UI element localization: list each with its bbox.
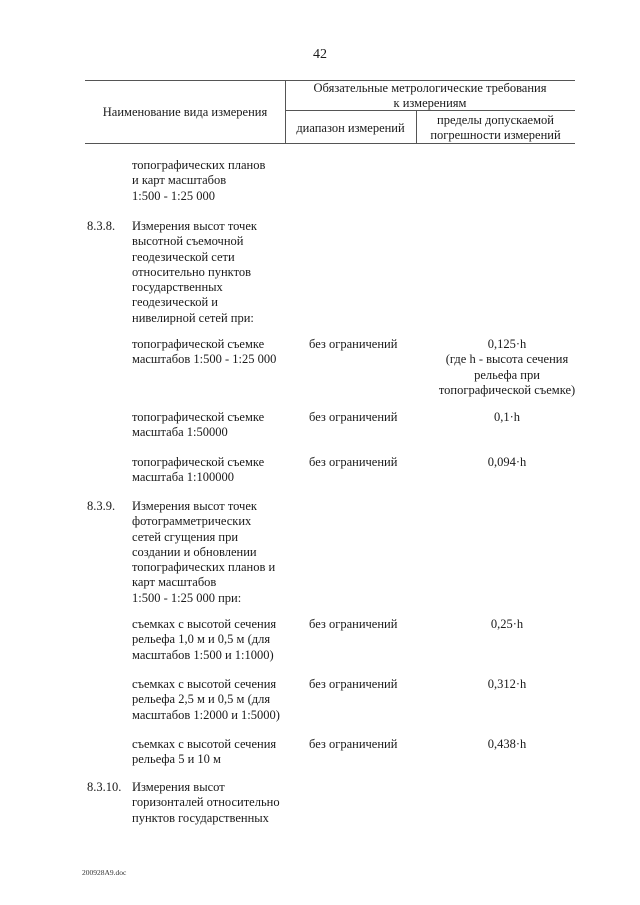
header-range: диапазон измерений [296,121,405,135]
measurement-name-line: Измерения высот точек [132,219,257,233]
header-group-line: к измерениям [393,96,467,110]
header-limits [416,113,575,143]
measurement-range: без ограничений [309,617,398,631]
error-limit [417,337,597,398]
measurement-name [132,158,302,204]
header-limits-line: погрешности измерений [430,128,561,142]
measurement-name-line: карт масштабов [132,575,217,590]
measurement-name-line: пунктов государственных [132,810,269,825]
error-limit [417,737,597,752]
measurement-name-line: масштабов 1:2000 и 1:5000) [132,707,280,722]
error-limit [417,617,597,632]
measurement-name-line: топографической съемке [132,455,265,469]
error-limit [417,455,597,470]
measurement-name-line: масштабов 1:500 и 1:1000) [132,647,274,662]
measurement-name-line: Измерения высот точек [132,499,257,513]
measurement-range: без ограничений [309,677,398,691]
measurement-name [132,499,302,606]
row-number: 8.3.10. [87,780,122,794]
measurement-name-line: масштабов 1:500 - 1:25 000 [132,352,277,367]
page-number: 42 [313,47,327,62]
measurement-name-line: и карт масштабов [132,173,227,188]
measurement-name-line: геодезической сети [132,249,235,264]
error-limit [417,410,597,425]
measurement-name-line: относительно пунктов [132,264,252,279]
measurement-name [132,617,302,663]
error-limit-line: 0,438·h [487,737,527,751]
header-measurement-name: Наименование вида измерения [102,105,268,119]
measurement-range: без ограничений [309,337,398,351]
measurement-name [132,677,302,723]
measurement-range: без ограничений [309,410,398,424]
measurement-range: без ограничений [309,455,398,469]
measurement-name-line: съемках с высотой сечения [132,737,277,751]
error-limit-line: 0,312·h [487,677,527,691]
measurement-name-line: съемках с высотой сечения [132,617,277,631]
table-header [85,80,575,144]
row-number: 8.3.9. [87,499,116,513]
measurement-name-line: топографической съемке [132,410,265,424]
measurement-range: без ограничений [309,737,398,751]
error-limit [417,677,597,692]
measurement-name-line: сетей сгущения при [132,529,239,544]
measurement-name-line: топографических планов и [132,560,276,575]
error-limit-line: 0,25·h [490,617,524,631]
error-limit-line: топографической съемке) [438,382,576,397]
error-limit-line: (где h - высота сечения [445,352,569,367]
error-limit-line: 0,125·h [487,337,527,351]
measurement-name-line: 1:500 - 1:25 000 при: [132,590,242,605]
measurement-name-line: масштаба 1:50000 [132,425,228,440]
error-limit-line: 0,1·h [493,410,521,424]
measurement-name-line: рельефа 5 и 10 м [132,752,221,767]
measurement-name-line: топографических планов [132,158,266,172]
measurement-name-line: масштаба 1:100000 [132,470,234,485]
measurement-name [132,337,302,368]
measurement-name-line: съемках с высотой сечения [132,677,277,691]
measurement-name-line: нивелирной сетей при: [132,310,254,325]
measurement-name [132,410,302,441]
measurement-name-line: Измерения высот [132,780,225,794]
header-requirements-group [285,81,575,111]
measurement-name-line: топографической съемке [132,337,265,351]
measurement-name-line: государственных [132,280,223,295]
header-group-line: Обязательные метрологические требования [313,81,547,95]
measurement-name [132,455,302,486]
row-number: 8.3.8. [87,219,116,233]
measurement-name [132,737,302,768]
measurement-name [132,219,302,326]
measurement-name-line: 1:500 - 1:25 000 [132,188,215,203]
error-limit-line: рельефа при [474,367,540,382]
measurement-name-line: геодезической и [132,295,218,310]
file-name-footer: 200928A9.doc [82,868,127,877]
measurement-name-line: высотной съемочной [132,234,244,249]
measurement-name [132,780,302,826]
measurement-name-line: создании и обновлении [132,544,257,559]
header-limits-line: пределы допускаемой [437,113,554,127]
measurement-name-line: фотограмметрических [132,514,252,529]
error-limit-line: 0,094·h [487,455,527,469]
measurement-name-line: рельефа 2,5 м и 0,5 м (для [132,692,271,707]
measurement-name-line: горизонталей относительно [132,795,280,810]
measurement-name-line: рельефа 1,0 м и 0,5 м (для [132,632,271,647]
